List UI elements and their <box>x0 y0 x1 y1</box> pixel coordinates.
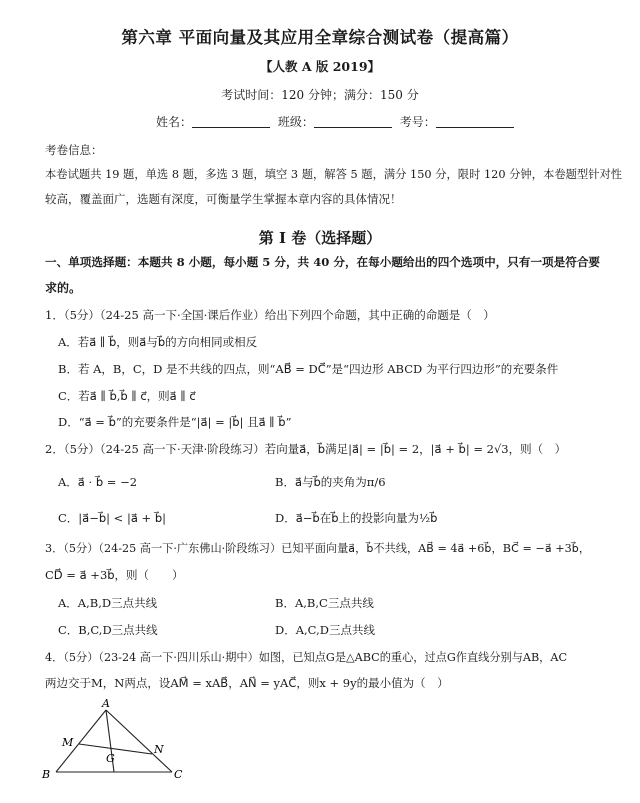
info-line-1: 本卷试题共 19 题，单选 8 题，多选 3 题，填空 3 题，解答 5 题，满分 150 分，限时 120 分钟，本卷题型针对性 <box>45 168 623 181</box>
student-info-line <box>156 113 518 130</box>
q2-option-d: D．a⃗−b⃗在b⃗上的投影向量为½b⃗ <box>275 511 438 525</box>
q1-option-b: B．若 A，B，C，D 是不共线的四点，则“AB⃗ = DC⃗”是“四边形 ABCD 为平行四边形”的充要条件 <box>58 362 559 376</box>
class-blank[interactable] <box>314 115 392 128</box>
page-title: 第六章 平面向量及其应用全章综合测试卷（提高篇） <box>121 28 519 47</box>
point-m-label: M <box>62 736 74 749</box>
edition-label: 【人教 A 版 2019】 <box>259 59 381 74</box>
q1-option-d: D．“a⃗ = b⃗”的充要条件是“|a⃗| = |b⃗| 且a⃗ ∥ b⃗” <box>58 415 292 429</box>
id-label: 考号： <box>399 115 436 129</box>
line-mn <box>79 744 152 754</box>
q2-option-c: C．|a⃗−b⃗| < |a⃗ + b⃗| <box>58 511 167 525</box>
section-instructions-1: 一、单项选择题：本题共 8 小题，每小题 5 分，共 40 分，在每小题给出的四个选项中，只有一项是符合要 <box>45 255 601 269</box>
info-label: 考卷信息： <box>45 143 103 157</box>
q4-stem-1: 4．（5分）（23-24 高一下·四川乐山·期中）如图，已知点G是△ABC的重心，过点G作直线分别与AB，AC <box>45 651 568 664</box>
triangle-figure <box>34 696 194 792</box>
q3-option-b: B．A,B,C三点共线 <box>275 596 374 610</box>
exam-time: 考试时间：120 分钟；满分：150 分 <box>221 88 419 102</box>
q3-stem-1: 3．（5分）（24-25 高一下·广东佛山·阶段练习）已知平面向量a⃗，b⃗不共线，AB⃗ = 4a⃗ +6b⃗，BC⃗ = −a⃗ +3b⃗， <box>45 542 591 555</box>
vertex-c-label: C <box>174 768 183 781</box>
point-n-label: N <box>154 743 164 756</box>
edge-ac <box>106 710 172 772</box>
q3-option-a: A．A,B,D三点共线 <box>58 596 158 610</box>
q2-option-b: B．a⃗与b⃗的夹角为π/6 <box>275 475 386 489</box>
q3-option-d: D．A,C,D三点共线 <box>275 623 375 637</box>
q3-option-c: C．B,C,D三点共线 <box>58 623 158 637</box>
q1-option-a: A．若a⃗ ∥ b⃗，则a⃗与b⃗的方向相同或相反 <box>58 335 258 349</box>
name-label: 姓名： <box>156 115 193 129</box>
q2-option-a: A．a⃗ · b⃗ = −2 <box>58 475 138 489</box>
point-g-label: G <box>106 752 115 765</box>
name-blank[interactable] <box>192 115 270 128</box>
vertex-b-label: B <box>42 768 51 781</box>
class-label: 班级： <box>277 115 314 129</box>
info-line-2: 较高，覆盖面广，选题有深度，可衡量学生掌握本章内容的具体情况！ <box>45 192 402 206</box>
section-title: 第 I 卷（选择题） <box>258 229 382 247</box>
section-instructions-2: 求的。 <box>45 281 82 295</box>
q1-stem: 1．（5分）（24-25 高一下·全国·课后作业）给出下列四个命题，其中正确的命题是（ ） <box>45 308 495 322</box>
q1-option-c: C．若a⃗ ∥ b⃗,b⃗ ∥ c⃗，则a⃗ ∥ c⃗ <box>58 389 196 403</box>
vertex-a-label: A <box>102 697 110 710</box>
q2-stem: 2．（5分）（24-25 高一下·天津·阶段练习）若向量a⃗，b⃗满足|a⃗| = |b⃗| = 2，|a⃗ + b⃗| = 2√3，则（ ） <box>45 442 567 456</box>
q4-stem-2: 两边交于M，N两点，设AM⃗ = xAB⃗，AN⃗ = yAC⃗，则x + 9y的最小值为（ ） <box>45 676 449 690</box>
q3-stem-2: CD⃗ = a⃗ +3b⃗，则（ ） <box>45 568 184 582</box>
id-blank[interactable] <box>436 115 514 128</box>
